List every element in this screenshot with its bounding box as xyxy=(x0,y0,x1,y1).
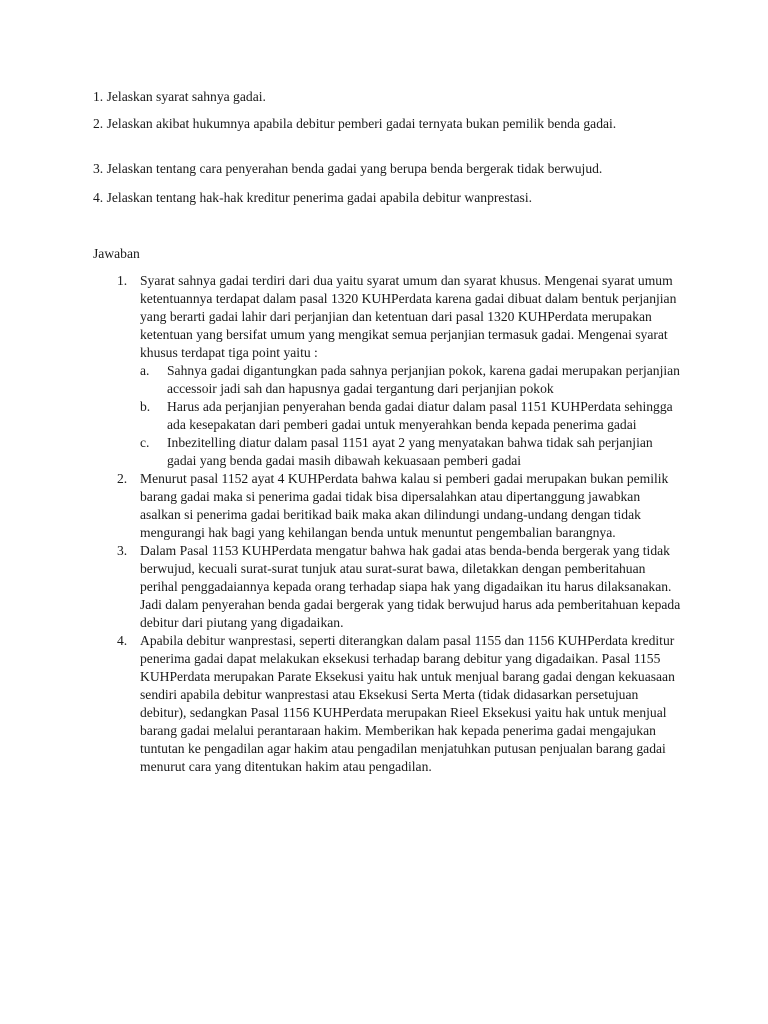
question-3 xyxy=(93,160,693,178)
sub-text: Sahnya gadai digantungkan pada sahnya perjanjian pokok, karena gadai merupakan perjanjian accessoir jadi sah dan hapusnya gadai tergantung dari perjanjian pokok xyxy=(167,363,680,396)
answer-number: 2. xyxy=(117,471,128,486)
answer-item-4 xyxy=(117,632,682,776)
question-text: Jelaskan akibat hukumnya apabila debitur pemberi gadai ternyata bukan pemilik benda gadai. xyxy=(106,116,617,131)
answer-number: 4. xyxy=(117,633,128,648)
question-text: Jelaskan tentang cara penyerahan benda gadai yang berupa benda bergerak tidak berwujud. xyxy=(106,161,603,176)
sub-list xyxy=(140,362,682,470)
answer-text: Syarat sahnya gadai terdiri dari dua yaitu syarat umum dan syarat khusus. Mengenai syarat umum ketentuannya terdapat dalam pasal 1320 KUHPerdata karena gadai dibuat dalam bentuk perjanjian yang berarti gadai lahir dari perjanjian dan ketentuan dari pasal 1320 KUHPerdata merupakan ketentuan yang bersifat umum yang mengikat semua perjanjian termasuk gadai. Mengenai syarat khusus terdapat tiga point yaitu : xyxy=(140,273,677,360)
question-text: Jelaskan tentang hak-hak kreditur penerima gadai apabila debitur wanprestasi. xyxy=(106,190,533,205)
answer-text: Apabila debitur wanprestasi, seperti diterangkan dalam pasal 1155 dan 1156 KUHPerdata kreditur penerima gadai dapat melakukan eksekusi terhadap barang debitur yang digadaikan. Pasal 1155 KUHPerdata merupakan Parate Eksekusi yaitu hak untuk menjual barang gadai dengan kekuasaan sendiri apabila debitur wanprestasi atau Eksekusi Serta Merta (tidak didasarkan persetujuan debitur), sedangkan Pasal 1156 KUHPerdata merupakan Rieel Eksekusi yaitu hak untuk menjual barang gadai melalui perantaraan hakim. Memberikan hak kepada penerima gadai mengajukan tuntutan ke pengadilan agar hakim atau pengadilan menjatuhkan putusan penjualan barang gadai menurut cara yang ditentukan hakim atau pengadilan. xyxy=(140,633,675,774)
question-4 xyxy=(93,189,693,207)
answer-item-3 xyxy=(117,542,682,632)
question-1 xyxy=(93,88,693,106)
sub-text: Harus ada perjanjian penyerahan benda gadai diatur dalam pasal 1151 KUHPerdata sehingga ada kesepakatan dari pemberi gadai untuk menyerahkan benda kepada penerima gadai xyxy=(167,399,673,432)
answer-number: 3. xyxy=(117,543,128,558)
question-text: Jelaskan syarat sahnya gadai. xyxy=(106,89,266,104)
sub-item-a xyxy=(140,362,682,398)
answers-heading: Jawaban xyxy=(93,246,140,261)
question-number: 2. xyxy=(93,116,104,131)
question-2 xyxy=(93,115,693,133)
answer-text: Menurut pasal 1152 ayat 4 KUHPerdata bahwa kalau si pemberi gadai merupakan bukan pemilik barang gadai maka si penerima gadai tidak bisa dipersalahkan atau dipertanggung jawabkan asalkan si penerima gadai beritikad baik maka akan dilindungi undang-undang dengan tidak mengurangi hak bagi yang kehilangan benda untuk menuntut pengembalian barangnya. xyxy=(140,471,669,540)
sub-letter: c. xyxy=(140,435,150,450)
answer-item-2 xyxy=(117,470,682,542)
sub-item-c xyxy=(140,434,682,470)
question-number: 4. xyxy=(93,190,104,205)
answer-item-1 xyxy=(117,272,682,470)
sub-item-b xyxy=(140,398,682,434)
answer-text: Dalam Pasal 1153 KUHPerdata mengatur bahwa hak gadai atas benda-benda bergerak yang tidak berwujud, kecuali surat-surat tunjuk atau surat-surat bawa, diletakkan dengan pemberitahuan perihal penggadaiannya kepada orang terhadap siapa hak yang digadaikan itu harus dilaksanakan. Jadi dalam penyerahan benda gadai bergerak yang tidak berwujud harus ada pemberitahuan kepada debitur dari piutang yang digadaikan. xyxy=(140,543,681,630)
sub-letter: b. xyxy=(140,399,151,414)
question-number: 3. xyxy=(93,161,104,176)
question-number: 1. xyxy=(93,89,104,104)
answer-list xyxy=(117,272,682,776)
sub-letter: a. xyxy=(140,363,150,378)
answer-number: 1. xyxy=(117,273,128,288)
sub-text: Inbezitelling diatur dalam pasal 1151 ayat 2 yang menyatakan bahwa tidak sah perjanjian gadai yang benda gadai masih dibawah kekuasaan pemberi gadai xyxy=(167,435,653,468)
